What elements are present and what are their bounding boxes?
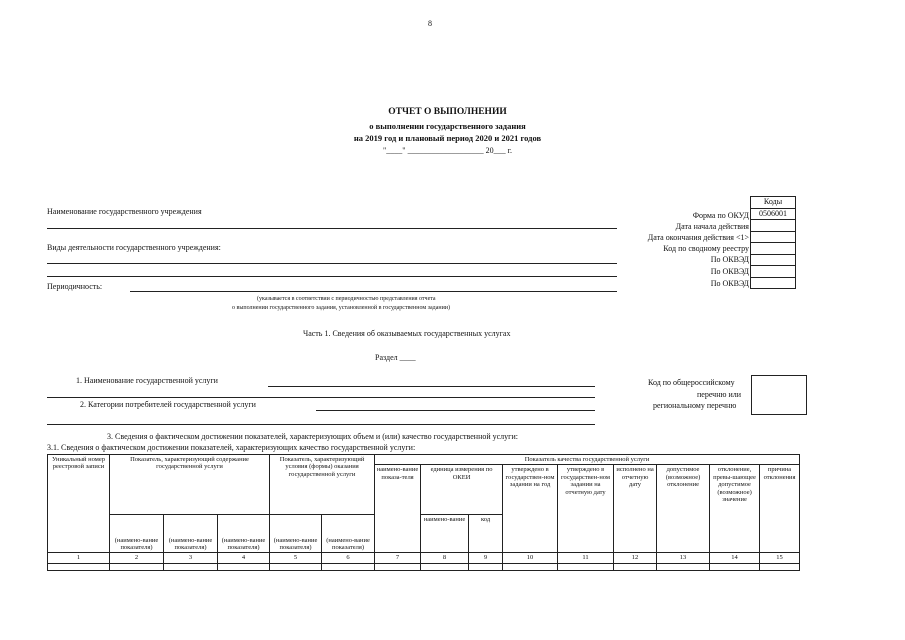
registry-label-3: региональному перечню: [653, 401, 737, 410]
activities-line-2[interactable]: [47, 276, 617, 277]
sub-name-3: (наимено-вание показателя): [164, 515, 218, 553]
registry-code-value[interactable]: [751, 243, 796, 255]
table-cell[interactable]: [164, 563, 218, 570]
col-unique-number: Уникальный номер реестровой записи: [48, 455, 110, 553]
periodicity-note-1: (указывается в соответствии с периодичностью представления отчета: [257, 296, 436, 302]
col-approved-year: утверждено в государствен-ном задании на год: [503, 465, 558, 553]
col-unit-code: код: [469, 515, 503, 553]
okved-value-2[interactable]: [751, 266, 796, 278]
end-date-label: Дата окончания действия <1>: [647, 233, 749, 242]
col-quality: Показатель качества государственной услуги: [375, 455, 800, 465]
service-name-line[interactable]: [268, 386, 595, 387]
col-executed: исполнено на отчетную дату: [614, 465, 657, 553]
col-approved-date: утверждено в государствен-ном задании на отчетную дату: [558, 465, 614, 553]
page-number: 8: [428, 19, 432, 28]
col-num: 5: [270, 553, 322, 563]
col-allowed: допустимое (возможное) отклонение: [657, 465, 710, 553]
okved-label-1: По ОКВЭД: [710, 255, 749, 264]
col-num: 8: [421, 553, 469, 563]
okved-label-3: По ОКВЭД: [710, 279, 749, 288]
col-deviation: отклонение, превы-шающее допустимое (возможное) значение: [710, 465, 760, 553]
activities-label: Виды деятельности государственного учреждения:: [47, 243, 221, 252]
quality-indicators-table: [47, 454, 800, 571]
codes-table: [750, 196, 796, 289]
col-num: 10: [503, 553, 558, 563]
table-cell[interactable]: [270, 563, 322, 570]
okved-label-2: По ОКВЭД: [710, 267, 749, 276]
start-date-value[interactable]: [751, 220, 796, 232]
end-date-value[interactable]: [751, 231, 796, 243]
col-num: 7: [375, 553, 421, 563]
okved-value-1[interactable]: [751, 254, 796, 266]
table-cell[interactable]: [469, 563, 503, 570]
sub-name-5: (наимено-вание показателя): [270, 515, 322, 553]
service-name-line-2[interactable]: [47, 397, 595, 398]
table-cell[interactable]: [710, 563, 760, 570]
col-reason: причина отклонения: [760, 465, 800, 553]
periodicity-note-2: о выполнении государственного задания, установленной в государственном задании): [232, 305, 451, 311]
report-title: [0, 108, 905, 155]
col-num: 15: [760, 553, 800, 563]
table-cell[interactable]: [322, 563, 375, 570]
sub-name-2: (наимено-вание показателя): [110, 515, 164, 553]
codes-box: [600, 196, 804, 296]
consumers-label: 2. Категории потребителей государственной услуги: [80, 400, 256, 409]
col-num: 9: [469, 553, 503, 563]
col-num: 2: [110, 553, 164, 563]
table-cell[interactable]: [421, 563, 469, 570]
table-cell[interactable]: [760, 563, 800, 570]
table-cell[interactable]: [110, 563, 164, 570]
okved-value-3[interactable]: [751, 277, 796, 289]
periodicity-label: Периодичность:: [47, 282, 103, 291]
okud-value[interactable]: 0506001: [751, 208, 796, 220]
col-conditions: Показатель, характеризующий условия (формы) оказания государственной услуги: [270, 455, 375, 515]
col-unit-name: наимено-вание: [421, 515, 469, 553]
start-date-label: Дата начала действия: [675, 222, 749, 231]
col-content: Показатель, характеризующий содержание государственной услуги: [110, 455, 270, 515]
col-num: 1: [48, 553, 110, 563]
part1-title: Часть 1. Сведения об оказываемых государственных услугах: [303, 329, 511, 338]
table-cell[interactable]: [614, 563, 657, 570]
col-unit: единица измерения по ОКЕИ: [421, 465, 503, 515]
consumers-line-2[interactable]: [47, 424, 595, 425]
institution-name-label: Наименование государственного учреждения: [47, 207, 202, 216]
col-num: 6: [322, 553, 375, 563]
service-name-label: 1. Наименование государственной услуги: [76, 376, 218, 385]
col-num: 11: [558, 553, 614, 563]
registry-code-label: Код по сводному реестру: [663, 244, 749, 253]
okud-label: Форма по ОКУД: [692, 211, 749, 220]
codes-header: Коды: [751, 197, 796, 209]
col-num: 13: [657, 553, 710, 563]
col-num: 3: [164, 553, 218, 563]
sub-name-6: (наимено-вание показателя): [322, 515, 375, 553]
table-cell[interactable]: [503, 563, 558, 570]
table-cell[interactable]: [558, 563, 614, 570]
table-cell[interactable]: [218, 563, 270, 570]
periodicity-line[interactable]: [130, 291, 617, 292]
table-cell[interactable]: [48, 563, 110, 570]
title-line-3: на 2019 год и плановый период 2020 и 2021 годов: [353, 133, 542, 143]
registry-label-2: перечню или: [697, 390, 742, 399]
title-line-1: ОТЧЕТ О ВЫПОЛНЕНИИ: [388, 107, 507, 117]
activities-line-1[interactable]: [47, 263, 617, 264]
title-line-2: о выполнении государственного задания: [369, 120, 526, 131]
table-cell[interactable]: [375, 563, 421, 570]
registry-label-1: Код по общероссийскому: [648, 378, 735, 387]
col-indicator-name: наимено-вание показа-теля: [375, 465, 421, 553]
section-number: Раздел ____: [375, 353, 416, 362]
col-num: 12: [614, 553, 657, 563]
institution-name-line[interactable]: [47, 228, 617, 229]
sub-name-4: (наимено-вание показателя): [218, 515, 270, 553]
section3-heading: 3. Сведения о фактическом достижении показателей, характеризующих объем и (или) качество государственной услуги:: [107, 432, 518, 441]
table-cell[interactable]: [657, 563, 710, 570]
col-num: 4: [218, 553, 270, 563]
section3-sub: 3.1. Сведения о фактическом достижении показателей, характеризующих качество государственной услуги:: [47, 443, 416, 452]
consumers-line[interactable]: [316, 410, 595, 411]
registry-code-box[interactable]: [751, 375, 807, 415]
date-line: "____" ___________________ 20___ г.: [383, 145, 512, 155]
col-num: 14: [710, 553, 760, 563]
